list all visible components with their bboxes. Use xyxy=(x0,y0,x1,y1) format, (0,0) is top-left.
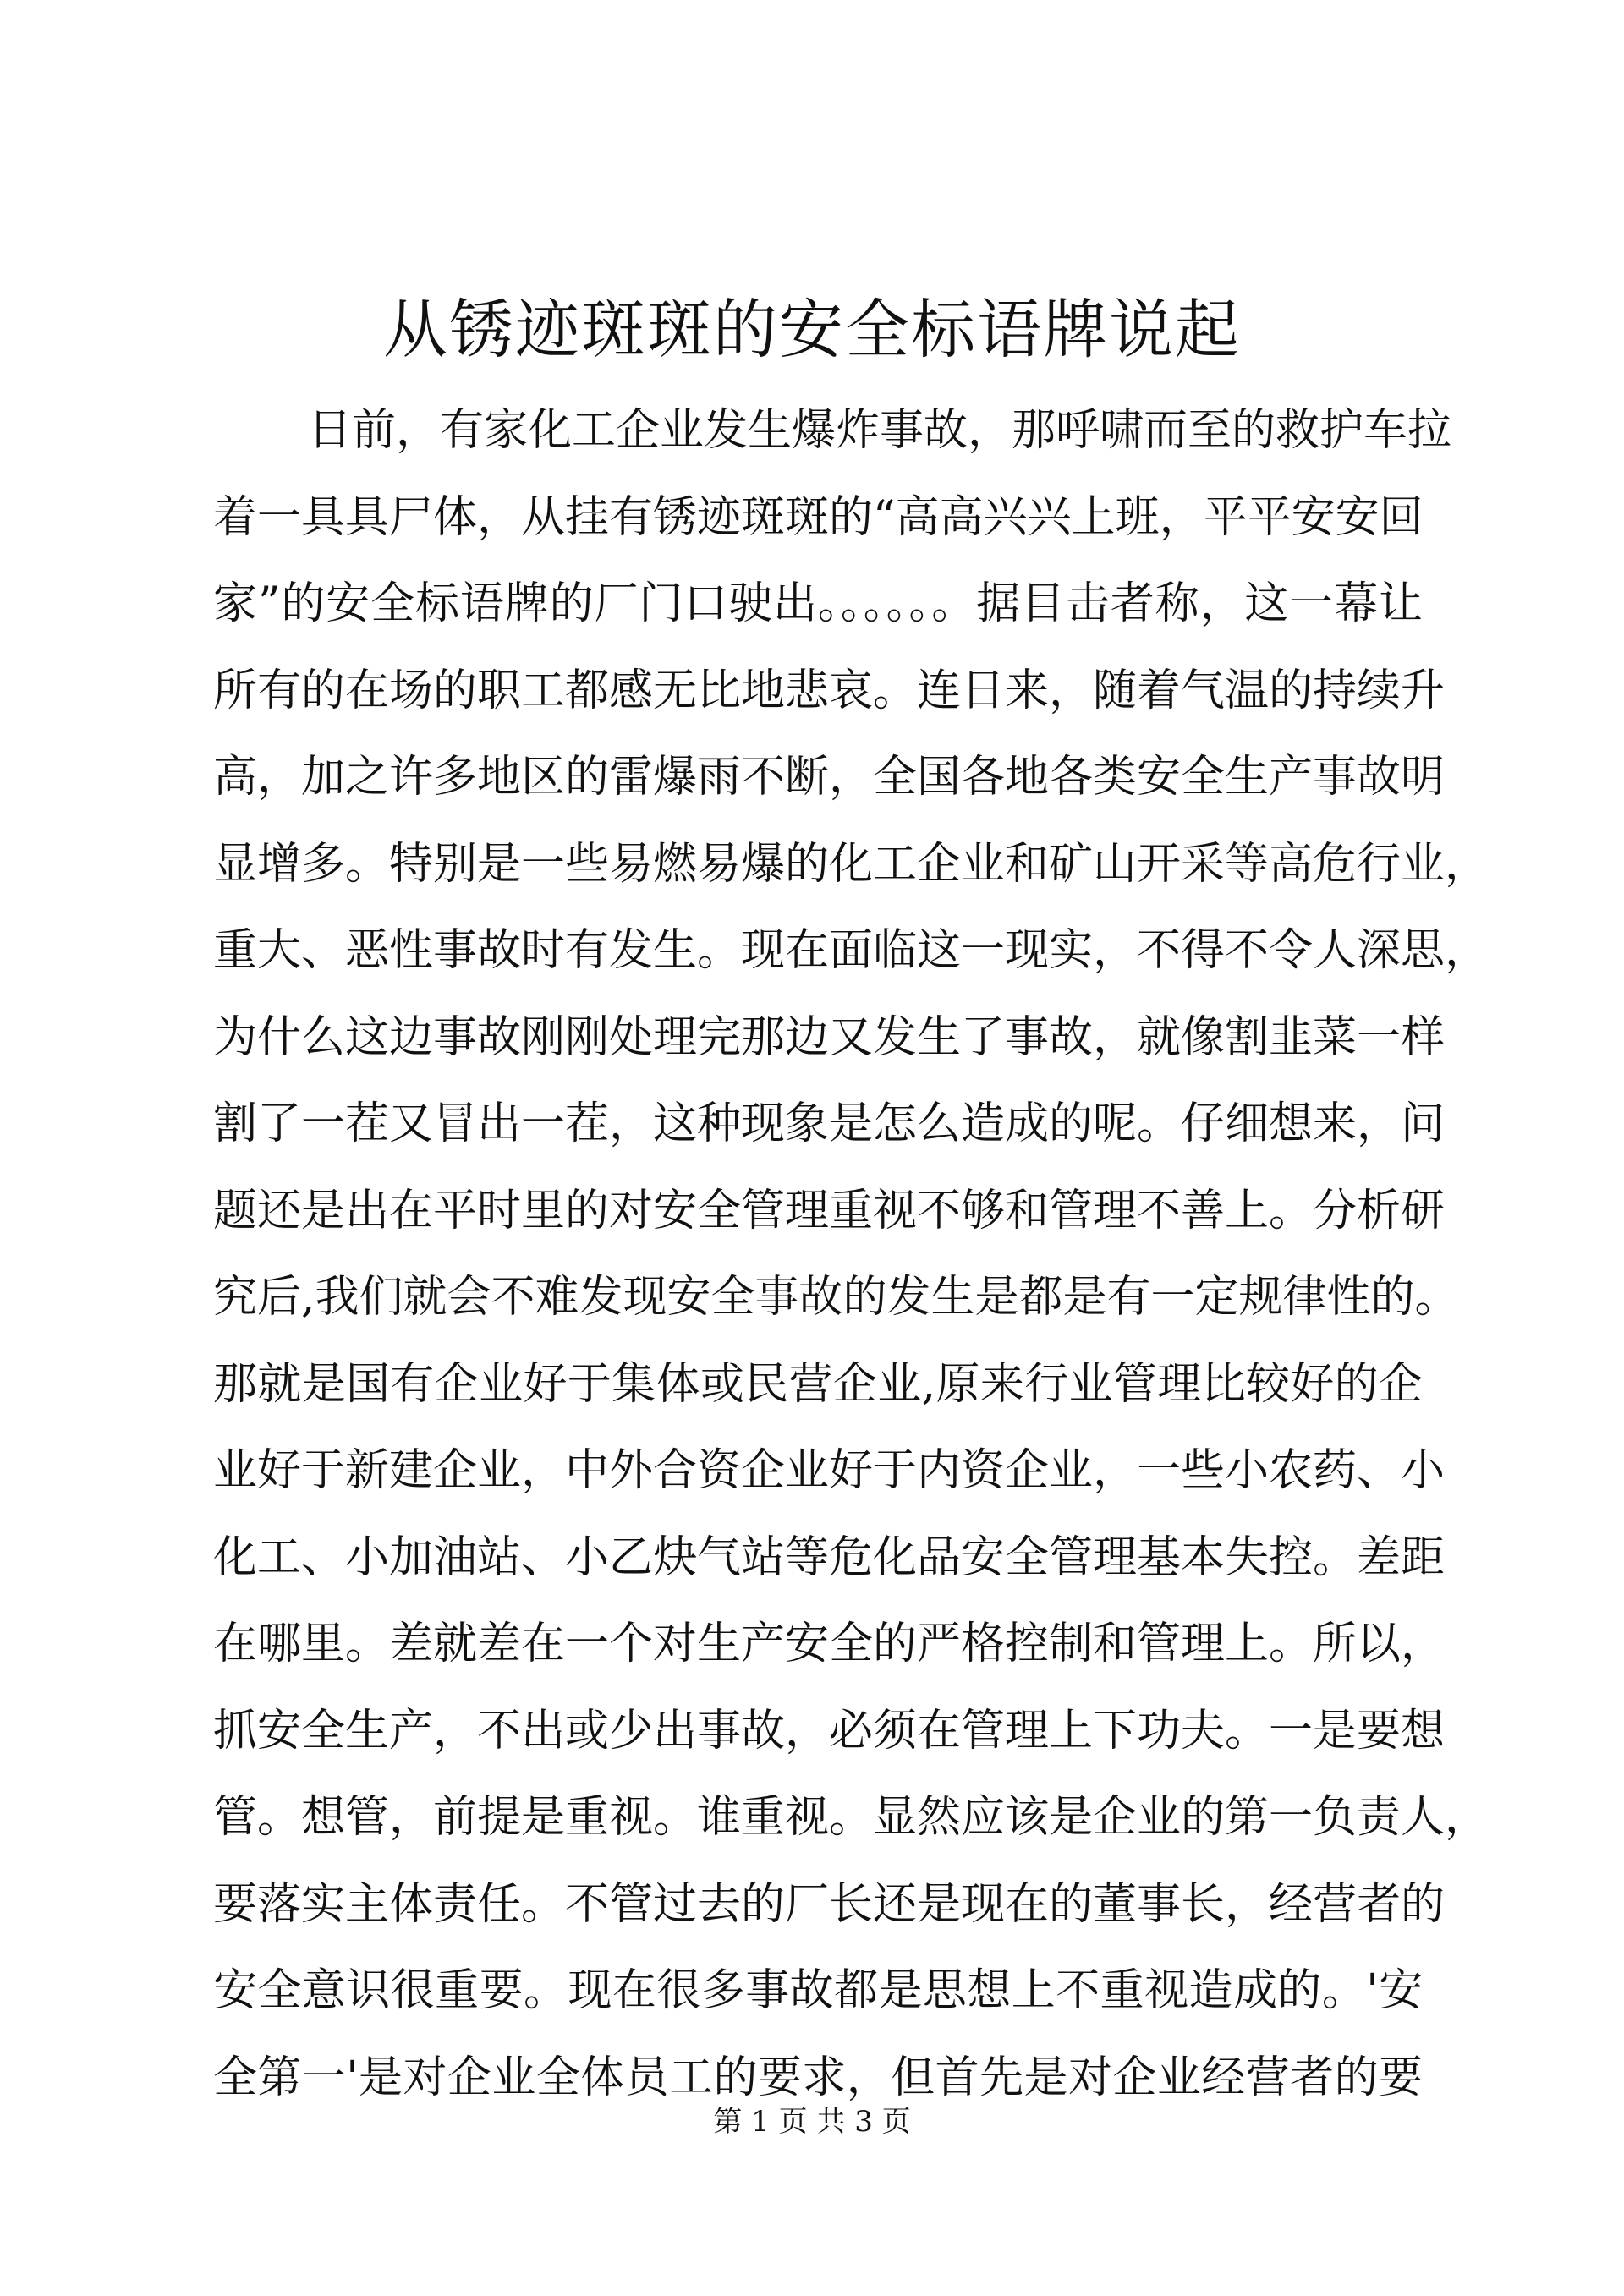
text-line: 题还是出在平时里的对安全管理重视不够和管理不善上。分析研 xyxy=(213,1185,1446,1236)
document-title: 从锈迹斑斑的安全标语牌说起 xyxy=(383,292,1241,367)
text-line: 所有的在场的职工都感无比地悲哀。连日来，随着气温的持续升 xyxy=(213,665,1446,716)
text-line: 显增多。特别是一些易燃易爆的化工企业和矿山开采等高危行业， xyxy=(213,838,1490,890)
page-number-footer: 第 1 页 共 3 页 xyxy=(713,2105,911,2139)
text-line: 家”的安全标语牌的厂门口驶出。。。。。。据目击者称，这一幕让 xyxy=(213,578,1423,629)
text-line: 日前，有家化工企业发生爆炸事故，那呼啸而至的救护车拉 xyxy=(308,405,1452,456)
text-line: 着一具具尸体，从挂有锈迹斑斑的“高高兴兴上班，平平安安回 xyxy=(213,491,1424,543)
text-line: 管。想管，前提是重视。谁重视。显然应该是企业的第一负责人， xyxy=(213,1792,1490,1843)
text-line: 业好于新建企业，中外合资企业好于内资企业，一些小农药、小 xyxy=(213,1445,1446,1496)
text-line: 在哪里。差就差在一个对生产安全的严格控制和管理上。所以， xyxy=(213,1619,1446,1669)
text-line: 那就是国有企业好于集体或民营企业,原来行业管理比较好的企 xyxy=(213,1358,1423,1410)
text-line: 究后,我们就会不难发现安全事故的发生是都是有一定规律性的。 xyxy=(213,1272,1459,1323)
text-line: 安全意识很重要。现在很多事故都是思想上不重视造成的。'安 xyxy=(213,1965,1423,2016)
text-line: 为什么这边事故刚刚处理完那边又发生了事故，就像割韭菜一样 xyxy=(213,1011,1446,1063)
body-paragraph xyxy=(213,387,1490,2121)
text-line: 全第一'是对企业全体员工的要求，但首先是对企业经营者的要 xyxy=(213,2052,1423,2103)
text-line: 化工、小加油站、小乙炔气站等危化品安全管理基本失控。差距 xyxy=(213,1532,1446,1583)
text-line: 割了一茬又冒出一茬，这种现象是怎么造成的呢。仔细想来，问 xyxy=(213,1099,1446,1149)
text-line: 高，加之许多地区的雷爆雨不断，全国各地各类安全生产事故明 xyxy=(213,752,1446,803)
text-line: 抓安全生产，不出或少出事故，必须在管理上下功夫。一是要想 xyxy=(213,1705,1446,1756)
text-line: 要落实主体责任。不管过去的厂长还是现在的董事长，经营者的 xyxy=(213,1878,1446,1930)
text-line: 重大、恶性事故时有发生。现在面临这一现实，不得不令人深思， xyxy=(213,925,1490,976)
